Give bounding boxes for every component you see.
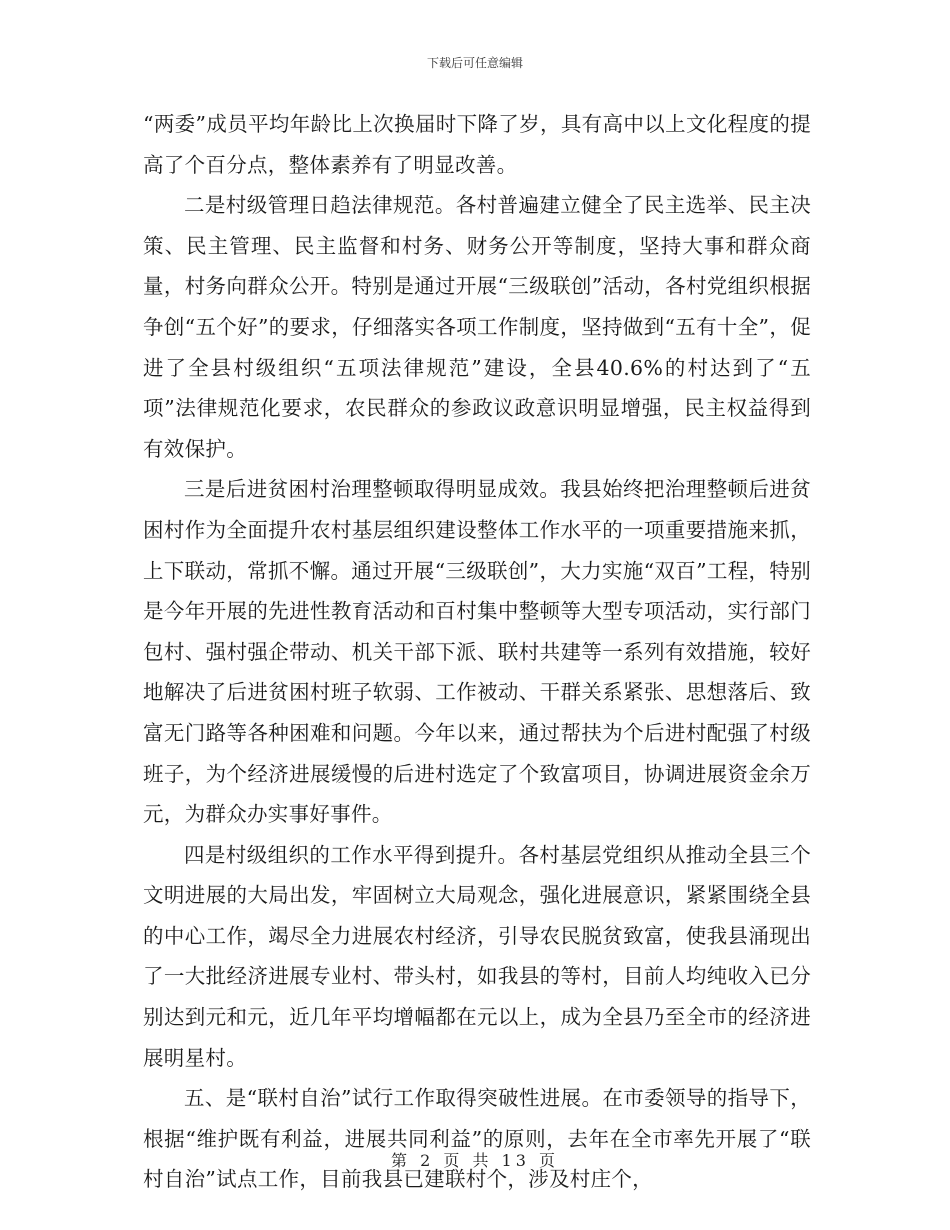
paragraph-4: 四是村级组织的工作水平得到提升。各村基层党组织从推动全县三个文明进展的大局出发，牢固树立大局观念，强化进展意识，紧紧围绕全县的中心工作，竭尽全力进展农村经济，引导农民脱贫致富，使我县涌现出了一大批经济进展专业村、带头村，如我县的等村，目前人均纯收入已分别达到元和元，近几年平均增幅都在元以上，成为全县乃至全市的经济进展明星村。: [143, 842, 811, 1070]
page-number-footer: 第 2 页 共 13 页: [391, 1151, 559, 1170]
paragraph-3: 三是后进贫困村治理整顿取得明显成效。我县始终把治理整顿后进贫困村作为全面提升农村基层组织建设整体工作水平的一项重要措施来抓，上下联动，常抓不懈。通过开展“三级联创”，大力实施“双百”工程，特别是今年开展的先进性教育活动和百村集中整顿等大型专项活动，实行部门包村、强村强企带动、机关干部下派、联村共建等一系列有效措施，较好地解决了后进贫困村班子软弱、工作被动、干群关系紧张、思想落后、致富无门路等各种困难和问题。今年以来，通过帮扶为个后进村配强了村级班子，为个经济进展缓慢的后进村选定了个致富项目，协调进展资金余万元，为群众办实事好事件。: [143, 477, 811, 827]
paragraph-5: 五、是“联村自治”试行工作取得突破性进展。在市委领导的指导下，根据“维护既有利益，进展共同利益”的原则，去年在全市率先开展了“联村自治”试点工作，目前我县已建联村个，涉及村庄个，: [143, 1086, 811, 1192]
page-header: 下载后可任意编辑: [426, 56, 523, 70]
document-body: [143, 104, 811, 1200]
paragraph-2: 二是村级管理日趋法律规范。各村普遍建立健全了民主选举、民主决策、民主管理、民主监督和村务、财务公开等制度，坚持大事和群众商量，村务向群众公开。特别是通过开展“三级联创”活动，各村党组织根据争创“五个好”的要求，仔细落实各项工作制度，坚持做到“五有十全”，促进了全县村级组织“五项法律规范”建设，全县40.6%的村达到了“五项”法律规范化要求，农民群众的参政议政意识明显增强，民主权益得到有效保护。: [143, 193, 811, 461]
paragraph-1: “两委”成员平均年龄比上次换届时下降了岁，具有高中以上文化程度的提高了个百分点，整体素养有了明显改善。: [143, 112, 811, 177]
